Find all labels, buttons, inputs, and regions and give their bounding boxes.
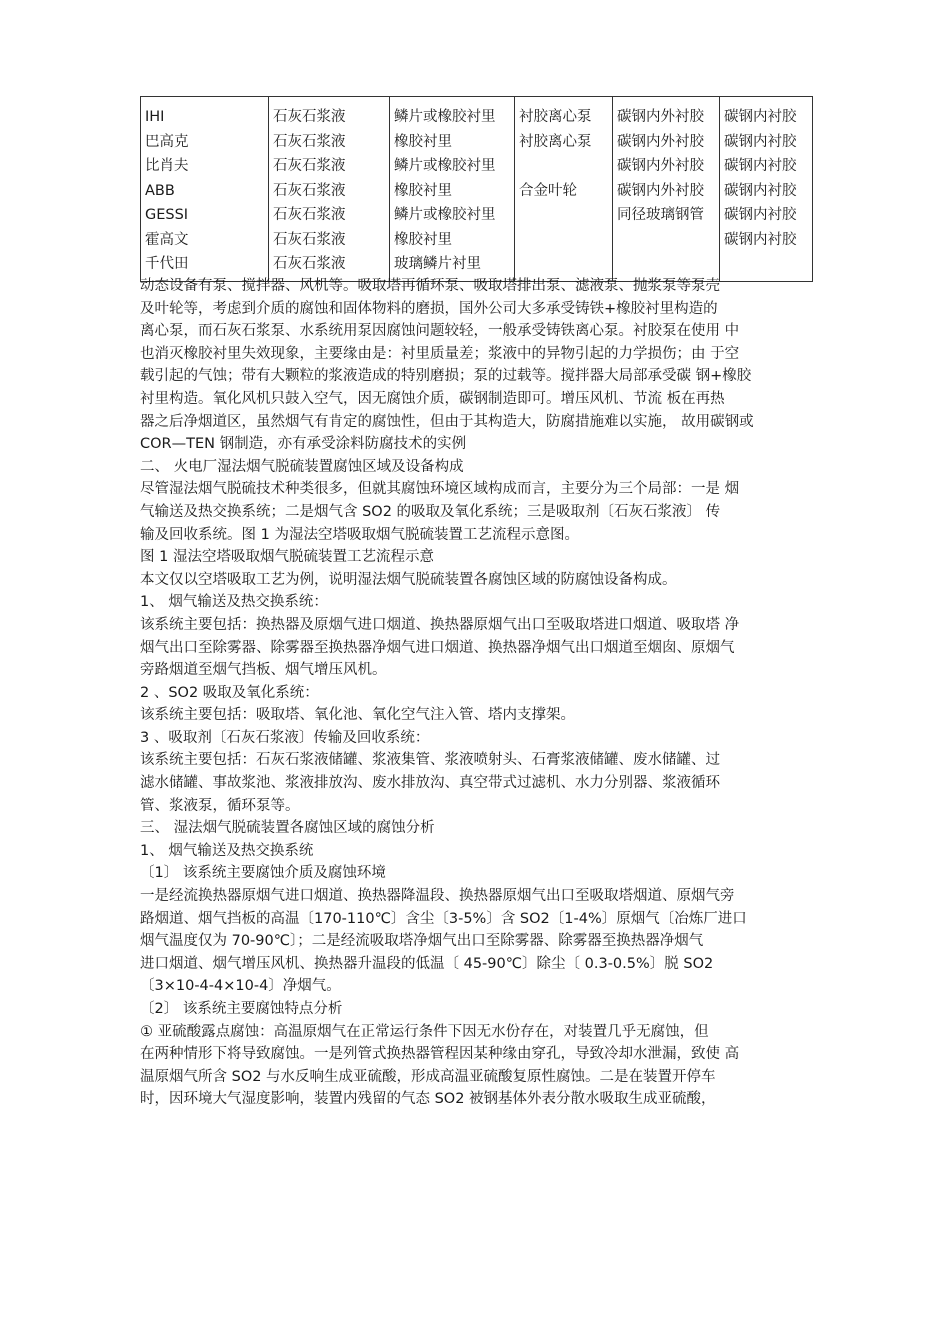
text-line: 管、浆液泵，循环泵等。	[140, 797, 300, 814]
table-cell	[519, 203, 610, 228]
table-cell: 碳钢内外衬胶	[617, 158, 704, 174]
table-cell: 碳钢内外衬胶	[617, 109, 704, 125]
table-cell: 合金叶轮	[519, 182, 577, 199]
table-column-tank	[720, 97, 813, 282]
table-cell: GESSI	[145, 207, 189, 223]
table-cell: 碳钢内衬胶	[724, 158, 797, 174]
table-cell: 石灰石浆液	[273, 231, 346, 248]
text-line: 尽管湿法烟气脱硫技术种类很多，但就其腐蚀环境区域构成而言，主要分为三个局部：一是 烟	[140, 481, 740, 498]
subsection-heading: 1、 烟气输送及热交换系统	[140, 842, 314, 859]
table-cell: 碳钢内衬胶	[724, 231, 797, 248]
table-cell: 碳钢内衬胶	[724, 109, 797, 125]
text-line: 路烟道、烟气挡板的高温〔170-110℃〕含尘〔3-5%〕含 SO2〔1-4%〕原烟气〔冶炼厂进口	[140, 910, 747, 927]
table-cell: 巴高克	[145, 133, 189, 150]
table-row	[141, 97, 813, 282]
table-cell: 石灰石浆液	[273, 109, 346, 125]
section-heading: 二、 火电厂湿法烟气脱硫装置腐蚀区域及设备构成	[140, 458, 464, 475]
text-line: 该系统主要包括：石灰石浆液储罐、浆液集管、浆液喷射头、石膏浆液储罐、废水储罐、过	[140, 752, 720, 769]
table-cell: 橡胶衬里	[394, 231, 452, 248]
table-cell: 碳钢内衬胶	[724, 207, 797, 223]
section-heading: 三、 湿法烟气脱硫装置各腐蚀区域的腐蚀分析	[140, 820, 435, 837]
table-cell: ABB	[145, 182, 175, 199]
text-line: 在两种情形下将导致腐蚀。一是列管式换热器管程因某种缘由穿孔，导致冷却水泄漏，致使 高	[140, 1046, 740, 1063]
text-line: 温原烟气所含 SO2 与水反响生成亚硫酸，形成高温亚硫酸复原性腐蚀。二是在装置开停车	[140, 1068, 716, 1085]
text-line: 载引起的气蚀；带有大颗粒的浆液造成的特别磨损；泵的过载等。搅拌器大局部承受碳 钢+橡胶	[140, 368, 752, 385]
table-column-pump	[515, 97, 613, 282]
table-cell: 衬胶离心泵	[519, 133, 592, 150]
table-column-absorbent	[269, 97, 390, 282]
table-cell: 碳钢内衬胶	[724, 182, 797, 199]
table-cell	[519, 228, 610, 253]
table-cell	[617, 228, 717, 253]
text-line: 一是经流换热器原烟气进口烟道、换热器降温段、换热器原烟气出口至吸取塔烟道、原烟气旁	[140, 888, 735, 905]
table-cell: 同径玻璃钢管	[617, 207, 704, 223]
table-cell: 比肖夫	[145, 158, 189, 174]
text-line: 也消灭橡胶衬里失效现象，主要缘由是：衬里质量差；浆液中的异物引起的力学损伤；由 于空	[140, 345, 740, 362]
table-cell: 鳞片或橡胶衬里	[394, 207, 496, 223]
table-cell: 橡胶衬里	[394, 182, 452, 199]
text-line: 该系统主要包括：换热器及原烟气进口烟道、换热器原烟气出口至吸取塔进口烟道、吸取塔 净	[140, 616, 740, 633]
subsection-heading: 3 、吸取剂〔石灰石浆液〕传输及回收系统：	[140, 729, 430, 746]
table-cell: 石灰石浆液	[273, 133, 346, 150]
text-line: 及叶轮等，考虑到介质的腐蚀和固体物料的磨损，国外公司大多承受铸铁+橡胶衬里构造的	[140, 300, 718, 317]
text-line: 该系统主要包括：吸取塔、氧化池、氧化空气注入管、塔内支撑架。	[140, 707, 575, 724]
subsection-heading: 〔2〕 该系统主要腐蚀特点分析	[140, 1001, 343, 1017]
text-line: 烟气出口至除雾器、除雾器至换热器净烟气进口烟道、换热器净烟气出口烟道至烟囱、原烟气	[140, 639, 735, 656]
subsection-heading: 1、 烟气输送及热交换系统：	[140, 594, 328, 611]
table-cell	[617, 252, 717, 277]
table-cell: 鳞片或橡胶衬里	[394, 109, 496, 125]
fgd-equipment-comparison-table	[140, 96, 813, 282]
table-column-vendor	[141, 97, 269, 282]
text-line: 气输送及热交换系统；二是烟气含 SO2 的吸取及氧化系统；三是吸取剂〔石灰石浆液〕 传	[140, 503, 721, 520]
text-line: 动态设备有泵、搅拌器、风机等。吸取塔再循环泵、吸取塔排出泵、滤液泵、抛浆泵等泵壳	[140, 278, 720, 294]
text-line: 滤水储罐、事故浆池、浆液排放沟、废水排放沟、真空带式过滤机、水力分别器、浆液循环	[140, 775, 720, 792]
text-line: 烟气温度仅为 70-90℃〕；二是经流吸取塔净烟气出口至除雾器、除雾器至换热器净烟气	[140, 933, 704, 950]
text-line: 衬里构造。氧化风机只鼓入空气，因无腐蚀介质，碳钢制造即可。增压风机、节流 板在再热	[140, 390, 725, 407]
text-line: 时，因环境大气湿度影响，装置内残留的气态 SO2 被钢基体外表分散水吸取生成亚硫酸，	[140, 1091, 716, 1108]
subsection-heading: 2 、SO2 吸取及氧化系统：	[140, 684, 319, 701]
table-cell: 碳钢内衬胶	[724, 133, 797, 150]
table-column-piping	[613, 97, 720, 282]
table-cell: 石灰石浆液	[273, 158, 346, 174]
table-cell	[724, 252, 810, 277]
figure-caption: 图 1 湿法空塔吸取烟气脱硫装置工艺流程示意	[140, 549, 434, 566]
text-line: 输及回收系统。图 1 为湿法空塔吸取烟气脱硫装置工艺流程示意图。	[140, 526, 579, 543]
table-cell: 千代田	[145, 256, 189, 272]
table-cell: 橡胶衬里	[394, 133, 452, 150]
table-cell	[519, 154, 610, 179]
text-line: 〔3×10-4-4×10-4〕净烟气。	[140, 978, 341, 995]
table-cell: IHI	[145, 109, 165, 125]
text-line: ① 亚硫酸露点腐蚀：高温原烟气在正常运行条件下因无水份存在，对装置几乎无腐蚀，但	[140, 1023, 709, 1040]
table-cell: 玻璃鳞片衬里	[394, 256, 481, 272]
text-line: COR—TEN 钢制造，亦有承受涂料防腐技术的实例	[140, 436, 467, 453]
text-line: 旁路烟道至烟气挡板、烟气增压风机。	[140, 662, 387, 679]
table-cell: 霍高文	[145, 231, 189, 248]
subsection-heading: 〔1〕 该系统主要腐蚀介质及腐蚀环境	[140, 865, 386, 882]
text-line: 离心泵，而石灰石浆泵、水系统用泵因腐蚀问题较轻，一般承受铸铁离心泵。衬胶泵在使用 中	[140, 323, 740, 340]
table-column-lining	[390, 97, 515, 282]
text-line: 本文仅以空塔吸取工艺为例，说明湿法烟气脱硫装置各腐蚀区域的防腐蚀设备构成。	[140, 571, 677, 588]
body-text	[140, 275, 820, 1111]
table-cell: 石灰石浆液	[273, 256, 346, 272]
table-cell: 碳钢内外衬胶	[617, 182, 704, 199]
table-cell	[519, 252, 610, 277]
table-cell: 石灰石浆液	[273, 182, 346, 199]
text-line: 器之后净烟道区，虽然烟气有肯定的腐蚀性，但由于其构造大，防腐措施难以实施， 故用碳钢或	[140, 413, 754, 430]
table-cell: 衬胶离心泵	[519, 109, 592, 125]
table-cell: 鳞片或橡胶衬里	[394, 158, 496, 174]
text-line: 进口烟道、烟气增压风机、换热器升温段的低温〔 45-90℃〕除尘〔 0.3-0.5%〕脱 SO2	[140, 955, 714, 972]
table-cell: 石灰石浆液	[273, 207, 346, 223]
table-cell: 碳钢内外衬胶	[617, 133, 704, 150]
